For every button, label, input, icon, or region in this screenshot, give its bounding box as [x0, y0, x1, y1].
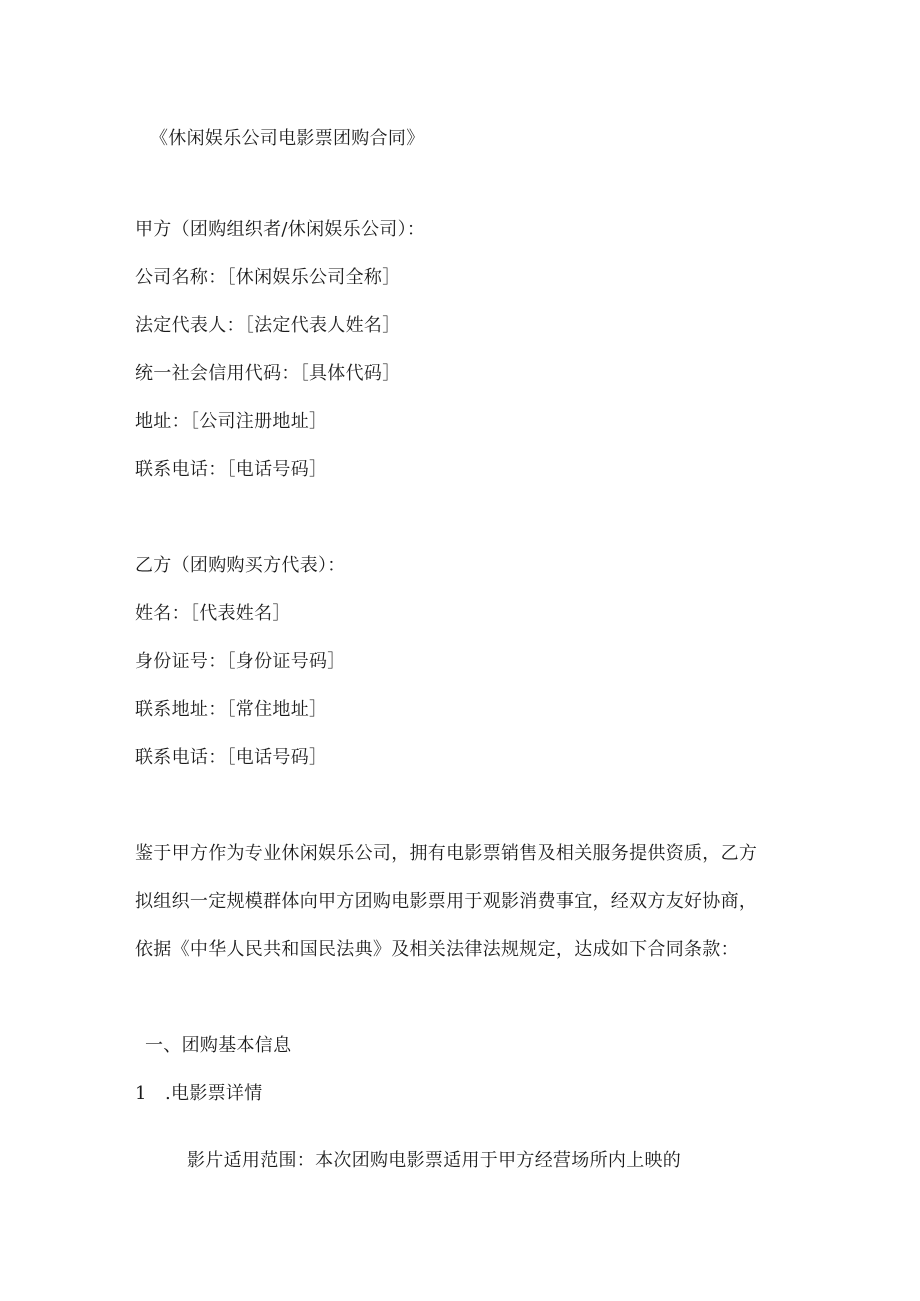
- section-1-heading: 一、团购基本信息: [145, 1035, 292, 1056]
- party-b-phone: 联系电话：［电话号码］: [135, 747, 328, 768]
- party-a-address: 地址：［公司注册地址］: [135, 411, 328, 432]
- party-b-name: 姓名：［代表姓名］: [135, 603, 291, 624]
- party-a-heading: 甲方（团购组织者/休闲娱乐公司）：: [135, 219, 426, 240]
- item-title: .电影票详情: [165, 1083, 263, 1104]
- party-b-heading: 乙方（团购购买方代表）：: [135, 555, 346, 576]
- party-a-phone: 联系电话：［电话号码］: [135, 459, 328, 480]
- section-1-paragraph: 影片适用范围：本次团购电影票适用于甲方经营场所内上映的: [187, 1150, 682, 1171]
- item-number: 1: [135, 1083, 147, 1104]
- document-title: 《休闲娱乐公司电影票团购合同》: [150, 128, 425, 149]
- party-a-legal-rep: 法定代表人：［法定代表人姓名］: [135, 315, 401, 336]
- section-1-item-1: [135, 1082, 263, 1106]
- party-b-address: 联系地址：［常住地址］: [135, 699, 328, 720]
- preamble-line-3: 依据《中华人民共和国民法典》及相关法律法规规定，达成如下合同条款：: [135, 939, 739, 960]
- party-a-credit-code: 统一社会信用代码：［具体代码］: [135, 363, 401, 384]
- party-b-id-number: 身份证号：［身份证号码］: [135, 651, 346, 672]
- preamble-line-2: 拟组织一定规模群体向甲方团购电影票用于观影消费事宜，经双方友好协商，: [135, 891, 758, 912]
- party-a-company-name: 公司名称：［休闲娱乐公司全称］: [135, 267, 401, 288]
- preamble-line-1: 鉴于甲方作为专业休闲娱乐公司，拥有电影票销售及相关服务提供资质，乙方: [135, 843, 758, 864]
